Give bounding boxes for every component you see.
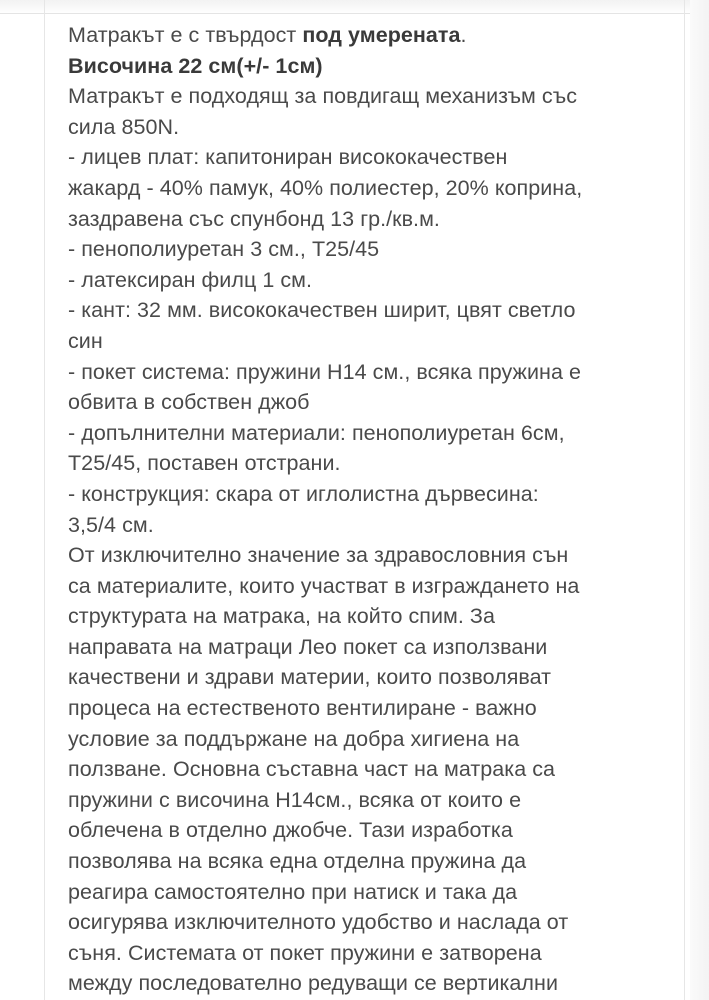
description-line: качествени и здрави материи, които позволяват [68,665,552,690]
scroll-edge [690,0,709,1000]
description-line: - допълнителни материали: пенополиуретан 6см, [68,420,565,445]
description-line: процеса на естественото вентилиране - важно [68,696,537,721]
firmness-emphasis: под умерената [302,23,461,47]
right-divider [684,0,685,1000]
description-line: пружини с височина Н14см., всяка от които е [68,787,522,812]
description-line: условие за поддържане на добра хигиена на [68,726,520,751]
top-edge [0,13,709,14]
description-line: реагира самостоятелно при натиск и така да [68,879,518,904]
description-line: структурата на матрака, на който спим. За [68,604,495,629]
description-line: са материалите, които участват в изграждането на [68,573,580,598]
firmness-suffix: . [460,23,467,47]
description-line: позволява на всяка една отделна пружина да [68,849,527,874]
description-line: облечена в отделно джобче. Тази изработка [68,818,513,843]
left-divider [44,0,45,1000]
description-line: осигурява изключителното удобство и наслада от [68,910,569,935]
top-fade-bar [0,0,709,14]
description-line: обвита в собствен джоб [68,390,310,415]
description-line: - лицев плат: капитониран висококачествен [68,145,508,170]
height-line: Височина 22 см(+/- 1см) [68,53,323,78]
description-line: Т25/45, поставен отстрани. [68,451,341,476]
firmness-prefix: Матракът е с твърдост [68,23,303,47]
description-line: 3,5/4 см. [68,512,154,537]
description-line: между последователно редуващи се вертикални [68,971,559,996]
description-line: - кант: 32 мм. висококачествен ширит, цвят светло [68,298,576,323]
description-line: син [68,328,103,353]
description-line: направата на матраци Лео покет са използвани [68,634,548,659]
product-description [68,20,668,999]
description-line: съня. Системата от покет пружини е затворена [68,940,542,965]
description-line: ползване. Основна съставна част на матрака са [68,757,556,782]
description-line: - покет система: пружини Н14 см., всяка пружина е [68,359,582,384]
description-line: заздравена със спунбонд 13 гр./кв.м. [68,206,440,231]
firmness-line [68,20,668,51]
description-line: жакард - 40% памук, 40% полиестер, 20% коприна, [68,175,583,200]
description-line: Матракът е подходящ за повдигащ механизъм със [68,84,578,109]
description-line: сила 850N. [68,114,180,139]
description-line: - латексиран филц 1 см. [68,267,313,292]
description-line: - конструкция: скара от иглолистна дървесина: [68,481,539,506]
description-line: - пенополиуретан 3 см., Т25/45 [68,237,380,262]
description-line: От изключително значение за здравословния сън [68,543,569,568]
